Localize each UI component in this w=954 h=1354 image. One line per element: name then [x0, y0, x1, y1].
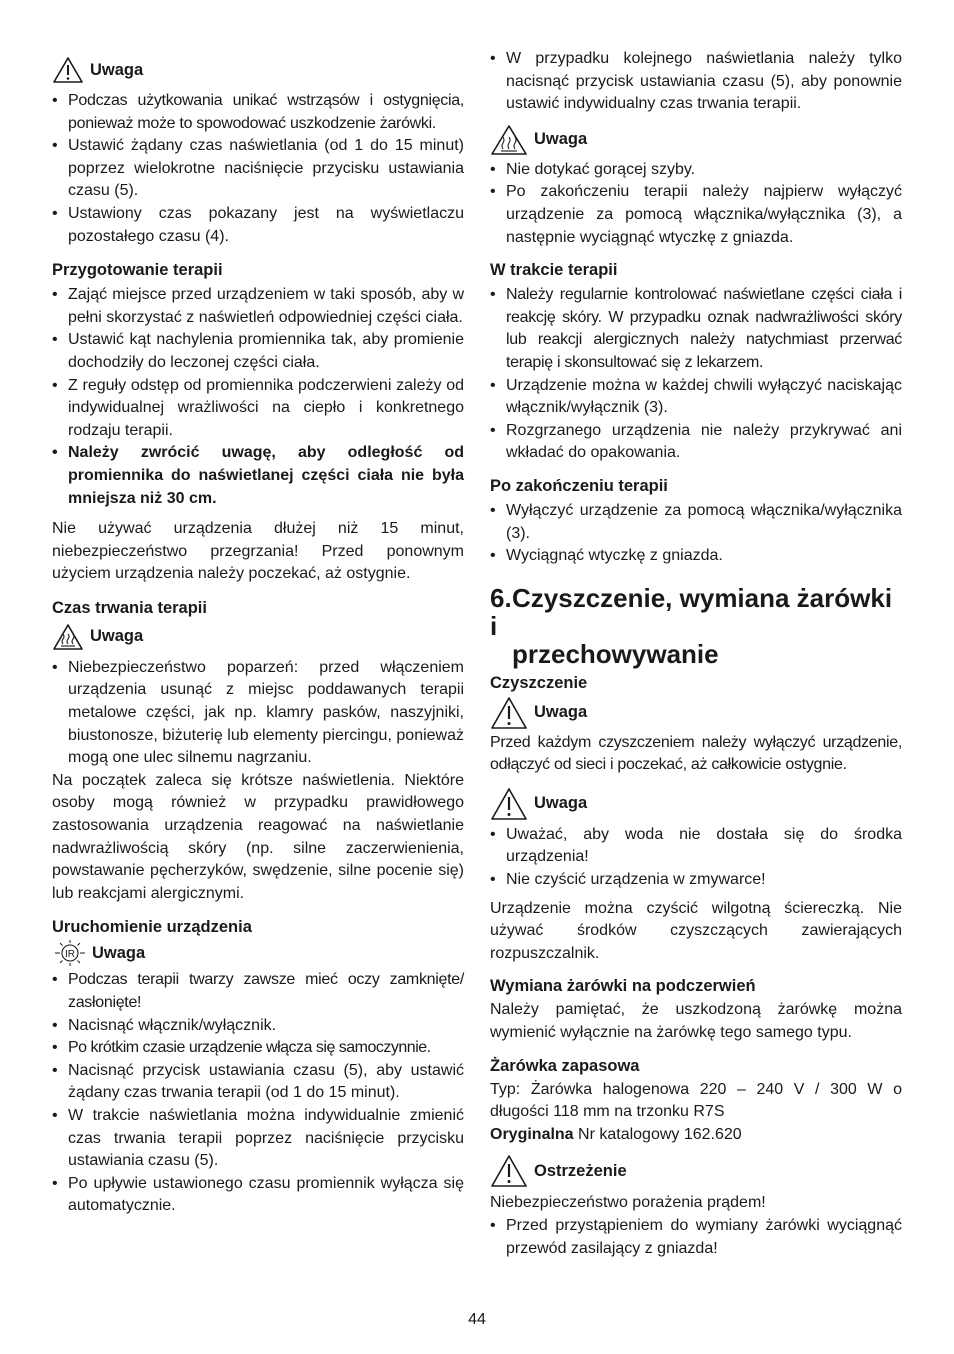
list-item: • Wyciągnąć wtyczkę z gniazda.	[490, 545, 902, 568]
list-item: • Ustawiony czas pokazany jest na wyświetlaczu pozostałego czasu (4).	[52, 203, 464, 248]
warning-heading	[52, 56, 464, 84]
list-item: • Nie dotykać gorącej szyby.	[490, 159, 902, 182]
list-item: • Przed przystąpieniem do wymiany żarówki wyciągnąć przewód zasilający z gniazda!	[490, 1215, 902, 1260]
bullet-list	[52, 657, 464, 770]
original-label: Oryginalna	[490, 1125, 574, 1143]
bullet-list	[490, 48, 902, 116]
catalog-line	[490, 1124, 902, 1147]
list-item: • Wyłączyć urządzenie za pomocą włącznika/wyłącznika (3).	[490, 500, 902, 545]
list-item: • Uważać, aby woda nie dostała się do środka urządzenia!	[490, 824, 902, 869]
section-heading: Po zakończeniu terapii	[490, 476, 668, 495]
list-item: • Urządzenie można w każdej chwili wyłączyć naciskając włącznik/wyłącznik (3).	[490, 375, 902, 420]
warning-triangle-icon	[490, 787, 528, 821]
left-column	[52, 56, 464, 1218]
bullet-list	[52, 284, 464, 510]
bullet-list	[490, 500, 902, 568]
right-column	[490, 48, 902, 1260]
section-title-line: Czyszczenie, wymiana żarówki i	[490, 582, 893, 641]
section-heading: Żarówka zapasowa	[490, 1056, 640, 1075]
list-item: • Ustawić żądany czas naświetlania (od 1 do 15 minut) poprzez wielokrotne naciśnięcie przycisku ustawiania czasu (5).	[52, 135, 464, 203]
list-item: • Podczas użytkowania unikać wstrząsów i ostygnięcia, ponieważ może to spowodować uszkodzenie żarówki.	[52, 90, 464, 135]
paragraph: Niebezpieczeństwo porażenia prądem!	[490, 1194, 766, 1212]
bullet-list	[490, 159, 902, 249]
section-heading: W trakcie terapii	[490, 261, 618, 280]
warning-heading	[490, 1154, 902, 1188]
page-number: 44	[468, 1311, 486, 1328]
warning-label: Uwaga	[92, 943, 146, 962]
paragraph: Na początek zaleca się krótsze naświetlenia. Niektóre osoby mogą również w przypadku prawidłowego zastosowania urządzenia reagować na naświetlanie nadwrażliwością skóry (np. silne zaczerwienienia, powstawanie pęcherzyków, swędzenie, silne pocenie się) lub reakcjami alergicznymi.	[52, 771, 464, 902]
list-item: • Po krótkim czasie urządzenie włącza się samoczynnie.	[52, 1037, 464, 1060]
list-item: • Po zakończeniu terapii należy najpierw wyłączyć urządzenie za pomocą włącznika/wyłącznika (3), a następnie wyciągnąć wtyczkę z gniazda.	[490, 181, 902, 249]
bullet-list	[490, 824, 902, 892]
section-heading: Wymiana żarówki na podczerwień	[490, 977, 756, 996]
list-item: • W trakcie naświetlania można indywidualnie zmienić czas trwania terapii poprzez naciśnięcie przycisku ustawiania czasu (5).	[52, 1105, 464, 1173]
warning-triangle-icon	[52, 56, 84, 84]
list-item: • W przypadku kolejnego naświetlania należy tylko nacisnąć przycisk ustawiania czasu (5), aby ponownie ustawić indywidualny czas trwania terapii.	[490, 48, 902, 116]
section-title-line: przechowywanie	[512, 638, 719, 669]
paragraph: Urządzenie można czyścić wilgotną ściereczką. Nie używać środków czyszczących zawierających rozpuszczalnik.	[490, 899, 902, 962]
warning-heading	[490, 124, 902, 156]
list-item: • Należy regularnie kontrolować naświetlane części ciała i reakcję skóry. W przypadku oznak nadwrażliwości skóry lub reakcji alergicznych należy natychmiast przerwać terapię i skonsultować się z lekarzem.	[490, 284, 902, 374]
section-heading: Przygotowanie terapii	[52, 261, 223, 280]
list-item: • Z reguły odstęp od promiennika podczerwieni zależy od indywidualnej wrażliwości na ciepło i konkretnego rodzaju terapii.	[52, 375, 464, 443]
hot-surface-icon	[52, 623, 84, 651]
warning-heading	[52, 939, 464, 967]
bullet-list	[52, 969, 464, 1218]
bullet-list	[490, 1215, 902, 1260]
warning-label: Uwaga	[90, 60, 144, 79]
paragraph: Typ: Żarówka halogenowa 220 – 240 V / 300 W o długości 118 mm na trzonku R7S	[490, 1080, 902, 1121]
warning-label: Ostrzeżenie	[534, 1161, 627, 1180]
warning-label: Uwaga	[534, 130, 588, 149]
section-heading: Czas trwania terapii	[52, 598, 207, 617]
list-item: • Rozgrzanego urządzenia nie należy przykrywać ani wkładać do opakowania.	[490, 420, 902, 465]
section-heading: Uruchomienie urządzenia	[52, 918, 252, 937]
list-item: • Nie czyścić urządzenia w zmywarce!	[490, 869, 902, 892]
list-item: • Podczas terapii twarzy zawsze mieć oczy zamknięte/ zasłonięte!	[52, 969, 464, 1014]
warning-heading	[52, 623, 464, 651]
list-item: • Należy zwrócić uwagę, aby odległość od promiennika do naświetlanej części ciała nie była mniejsza niż 30 cm.	[52, 442, 464, 510]
catalog-number: Nr katalogowy 162.620	[573, 1125, 742, 1143]
paragraph: Nie używać urządzenia dłużej niż 15 minut, niebezpieczeństwo przegrzania! Przed ponownym użyciem urządzenia należy poczekać, aż ostygnie.	[52, 520, 464, 583]
section-number: 6.	[490, 582, 512, 613]
ir-label: IR	[65, 949, 75, 961]
warning-heading	[490, 787, 902, 821]
warning-label: Uwaga	[534, 794, 588, 813]
list-item: • Zająć miejsce przed urządzeniem w taki sposób, aby w pełni skorzystać z naświetleń odpowiedniej części ciała.	[52, 284, 464, 329]
section-heading: Czyszczenie	[490, 673, 588, 692]
infrared-icon	[52, 939, 88, 967]
hot-surface-icon	[490, 124, 528, 156]
list-item: • Po upływie ustawionego czasu promiennik wyłącza się automatycznie.	[52, 1173, 464, 1218]
bullet-list	[490, 284, 902, 465]
paragraph: Należy pamiętać, że uszkodzoną żarówkę można wymienić wyłącznie na żarówkę tego samego typu.	[490, 1001, 902, 1042]
list-item: • Nacisnąć włącznik/wyłącznik.	[52, 1015, 464, 1038]
section-title	[490, 584, 902, 668]
warning-triangle-icon	[490, 1154, 528, 1188]
list-item: • Ustawić kąt nachylenia promiennika tak, aby promienie dochodziły do leczonej części ciała.	[52, 329, 464, 374]
bullet-list	[52, 90, 464, 248]
list-item: • Niebezpieczeństwo poparzeń: przed włączeniem urządzenia usunąć z miejsc poddawanych terapii metalowe części, jak np. klamry pasków, naszyjniki, biustonosze, biżuterię lub elementy piercingu, ponieważ mogą one ulec silnemu nagrzaniu.	[52, 657, 464, 770]
warning-triangle-icon	[490, 696, 528, 730]
warning-label: Uwaga	[90, 627, 144, 646]
list-item: • Nacisnąć przycisk ustawiania czasu (5), aby ustawić żądany czas trwania terapii (od 1 do 15 minut).	[52, 1060, 464, 1105]
warning-label: Uwaga	[534, 703, 588, 722]
paragraph: Przed każdym czyszczeniem należy wyłączyć urządzenie, odłączyć od sieci i poczekać, aż całkowicie ostygnie.	[490, 733, 902, 774]
warning-heading	[490, 696, 902, 730]
